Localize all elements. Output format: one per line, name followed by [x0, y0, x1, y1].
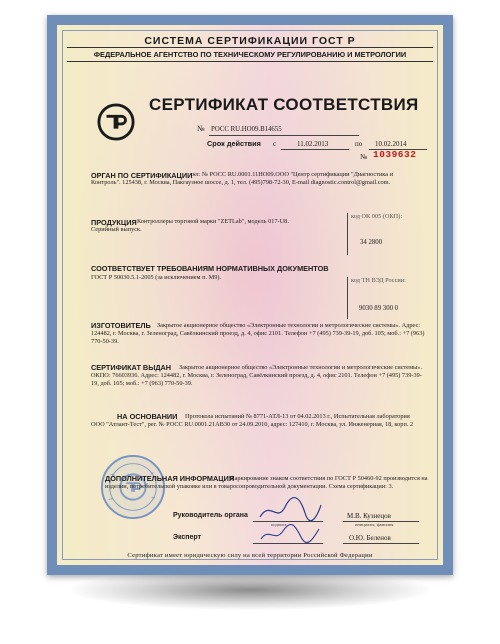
- validity-to-label: по: [355, 140, 363, 148]
- validity-to-date: 10.02.2014: [375, 140, 407, 148]
- basis-label: НА ОСНОВАНИИ: [117, 412, 178, 421]
- validity-label: Срок действия: [207, 139, 261, 148]
- head-of-organ-label: Руководитель органа: [173, 512, 248, 519]
- organ-label: ОРГАН ПО СЕРТИФИКАЦИИ: [91, 171, 193, 180]
- okp-label: код ОК 005 (ОКП):: [351, 213, 403, 220]
- expert-label: Эксперт: [173, 534, 202, 541]
- number-underline: [209, 135, 359, 136]
- header-rule-top: [67, 47, 433, 48]
- head-signature-caption: подпись: [271, 522, 287, 527]
- product-label: ПРОДУКЦИЯ: [91, 218, 137, 227]
- head-name-caption: инициалы, фамилия: [355, 522, 394, 527]
- serial-sign: №: [360, 152, 368, 161]
- organ-text: рег. № РОСС RU.0001.11НО09.ООО "Центр сертификации "Диагностика и Контроль". 125438, г. Москва, Пакгаузное шоссе, д. 1, тел. (495)798-72-30, E-mail diagnostic.control@gmail.com.: [91, 171, 393, 186]
- additional-info-label: ДОПОЛНИТЕЛЬНАЯ ИНФОРМАЦИЯ: [105, 474, 235, 483]
- expert-name-line: [343, 543, 419, 544]
- basis-text: Протокола испытаний № 8771-АТЛ-13 от 04.02.2013 г., Испытательная лаборатория ООО "Атлант-Тест", рег. № РОСС RU.0001.21АВ30 от 24.09.2010, адрес: 127410, г. Москва, ул. Инженерная, 18, корп. 2: [91, 413, 414, 428]
- additional-info-text: Маркирование знаком соответствия по ГОСТ Р 50460-92 производится на изделии, потребительской упаковке или в товаросопроводительной документации. Схема сертификации: 3.: [105, 475, 428, 490]
- tnved-divider: [347, 277, 348, 319]
- issued-text: Закрытое акционерное общество «Электронные технологии и метрологические системы». ОКПО: 76603936. Адрес: 124482, г. Москва, г. Зеленоград, Савёлкинский проезд, д. 4, офис 2101. Телефон +7 (495) 739-39-19, доб. 105; моб.: +7 (963) 770-50-39.: [91, 364, 423, 387]
- certificate-title: СЕРТИФИКАТ СООТВЕТСТВИЯ: [149, 95, 419, 114]
- system-heading: СИСТЕМА СЕРТИФИКАЦИИ ГОСТ Р: [144, 35, 356, 47]
- okp-value: 34 2800: [360, 239, 383, 246]
- manufacturer-label: ИЗГОТОВИТЕЛЬ: [91, 321, 151, 330]
- certificate-number: РОСС RU.HO09.B14655: [211, 126, 282, 133]
- tnved-label: код ТН ВЭД России:: [351, 277, 406, 284]
- drop-shadow: [70, 570, 430, 610]
- gost-r-logo-icon: [97, 103, 135, 141]
- okp-divider: [347, 213, 348, 255]
- head-name: М.В. Кузнецов: [347, 512, 391, 520]
- expert-name: О.Ю. Беленов: [349, 534, 391, 542]
- requirements-text: ГОСТ Р 50030.5.1-2005 (за исключением п. М9).: [91, 274, 222, 281]
- validity-from-date: 11.02.2013: [297, 140, 329, 148]
- serial-number: 1039632: [373, 149, 417, 160]
- issued-label: СЕРТИФИКАТ ВЫДАН: [91, 363, 172, 372]
- from-underline: [281, 149, 349, 150]
- expert-signature-icon: [257, 521, 323, 547]
- validity-from-label: с: [273, 140, 277, 148]
- header-rule-bottom: [67, 61, 433, 62]
- manufacturer-text: Закрытое акционерное общество «Электронные технологии и метрологические системы». Адрес: 124482, г. Москва, г. Зеленоград, Савёлкинский проезд, д. 4, офис 2101. Телефон +7 (495) 739-39-19, доб. 105; моб.: +7 (963) 770-50-39.: [91, 322, 425, 345]
- tnved-value: 9030 89 300 0: [359, 305, 399, 312]
- number-sign: №: [197, 124, 205, 133]
- requirements-label: СООТВЕТСТВУЕТ ТРЕБОВАНИЯМ НОРМАТИВНЫХ ДОКУМЕНТОВ: [91, 264, 329, 273]
- certificate-paper: [57, 25, 443, 565]
- footer-validity-note: Сертификат имеет юридическую силу на всей территории Российской Федерации: [127, 552, 373, 559]
- product-text: Контроллеры торговой марки "ZETLab", модель 017-U8. Серийный выпуск.: [91, 218, 289, 233]
- agency-heading: ФЕДЕРАЛЬНОЕ АГЕНТСТВО ПО ТЕХНИЧЕСКОМУ РЕГУЛИРОВАНИЮ И МЕТРОЛОГИИ: [93, 50, 407, 59]
